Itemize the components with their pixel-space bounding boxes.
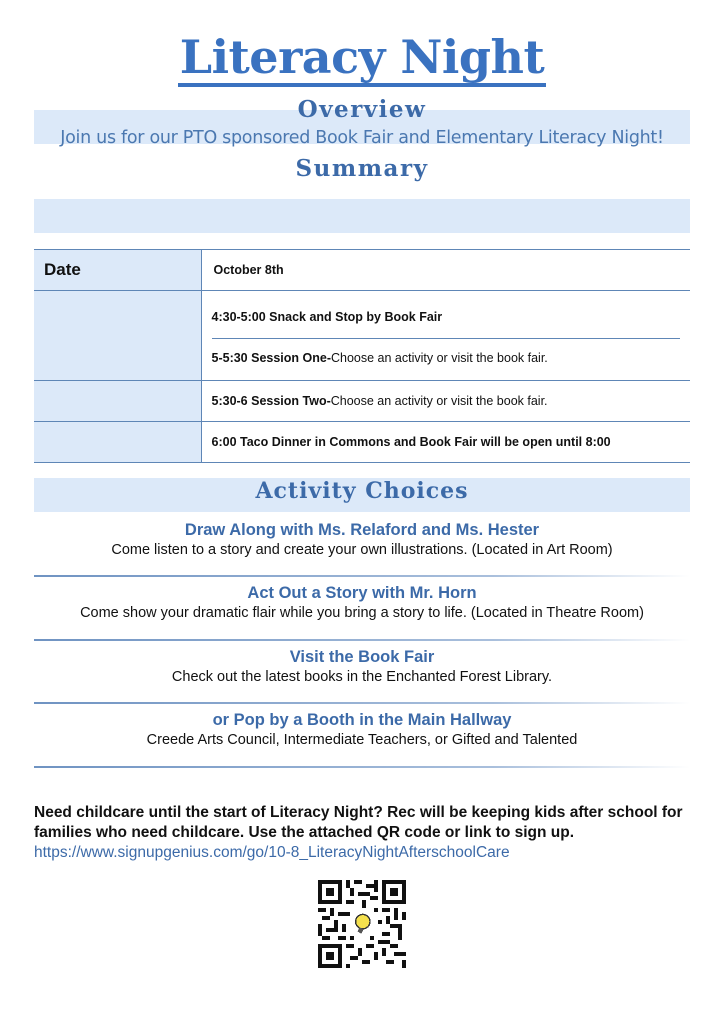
table-row bbox=[34, 250, 690, 291]
activity-item bbox=[0, 648, 724, 685]
date-value: October 8th bbox=[213, 263, 284, 277]
overview-heading: Overview bbox=[297, 96, 427, 123]
schedule-item: 4:30-5:00 Snack and Stop by Book Fair bbox=[211, 310, 443, 324]
signup-link[interactable]: https://www.signupgenius.com/go/10-8_LiteracyNightAfterschoolCare bbox=[34, 844, 510, 861]
table-row bbox=[34, 422, 690, 463]
divider bbox=[34, 702, 690, 704]
schedule-item-desc: Choose an activity or visit the book fair. bbox=[331, 351, 548, 365]
schedule-item-time: 5-5:30 Session One- bbox=[211, 351, 331, 365]
divider bbox=[34, 766, 690, 768]
activity-desc: Come show your dramatic flair while you bring a story to life. (Located in Theatre Room) bbox=[80, 605, 644, 621]
activity-item bbox=[0, 711, 724, 748]
divider bbox=[34, 639, 690, 641]
schedule-item: 6:00 Taco Dinner in Commons and Book Fair will be open until 8:00 bbox=[211, 435, 611, 449]
page-title: Literacy Night bbox=[0, 30, 724, 87]
activity-title: or Pop by a Booth in the Main Hallway bbox=[212, 711, 512, 729]
table-row bbox=[34, 291, 690, 381]
activity-desc: Come listen to a story and create your own illustrations. (Located in Art Room) bbox=[111, 542, 613, 558]
activity-title: Act Out a Story with Mr. Horn bbox=[247, 584, 477, 602]
divider bbox=[34, 575, 690, 577]
schedule-item-desc: Choose an activity or visit the book fair. bbox=[330, 394, 548, 408]
childcare-note: Need childcare until the start of Literacy Night? Rec will be keeping kids after school for families who need childcare. Use the attached QR code or link to sign up. bbox=[34, 804, 683, 841]
date-label: Date bbox=[34, 250, 201, 291]
divider bbox=[212, 338, 681, 339]
activity-desc: Creede Arts Council, Intermediate Teachers, or Gifted and Talented bbox=[146, 732, 578, 748]
overview-text: Join us for our PTO sponsored Book Fair and Elementary Literacy Night! bbox=[60, 128, 664, 148]
activity-item bbox=[0, 521, 724, 558]
activity-title: Draw Along with Ms. Relaford and Ms. Hester bbox=[184, 521, 540, 539]
summary-band bbox=[34, 199, 690, 233]
activity-title: Visit the Book Fair bbox=[289, 648, 435, 666]
qr-code-icon[interactable] bbox=[318, 880, 406, 968]
schedule-table bbox=[34, 249, 690, 463]
activity-desc: Check out the latest books in the Enchanted Forest Library. bbox=[171, 669, 553, 685]
activities-heading: Activity Choices bbox=[255, 478, 469, 504]
activity-item bbox=[0, 584, 724, 621]
schedule-item-time: 5:30-6 Session Two- bbox=[211, 394, 331, 408]
summary-heading: Summary bbox=[295, 155, 429, 182]
table-row bbox=[34, 381, 690, 422]
